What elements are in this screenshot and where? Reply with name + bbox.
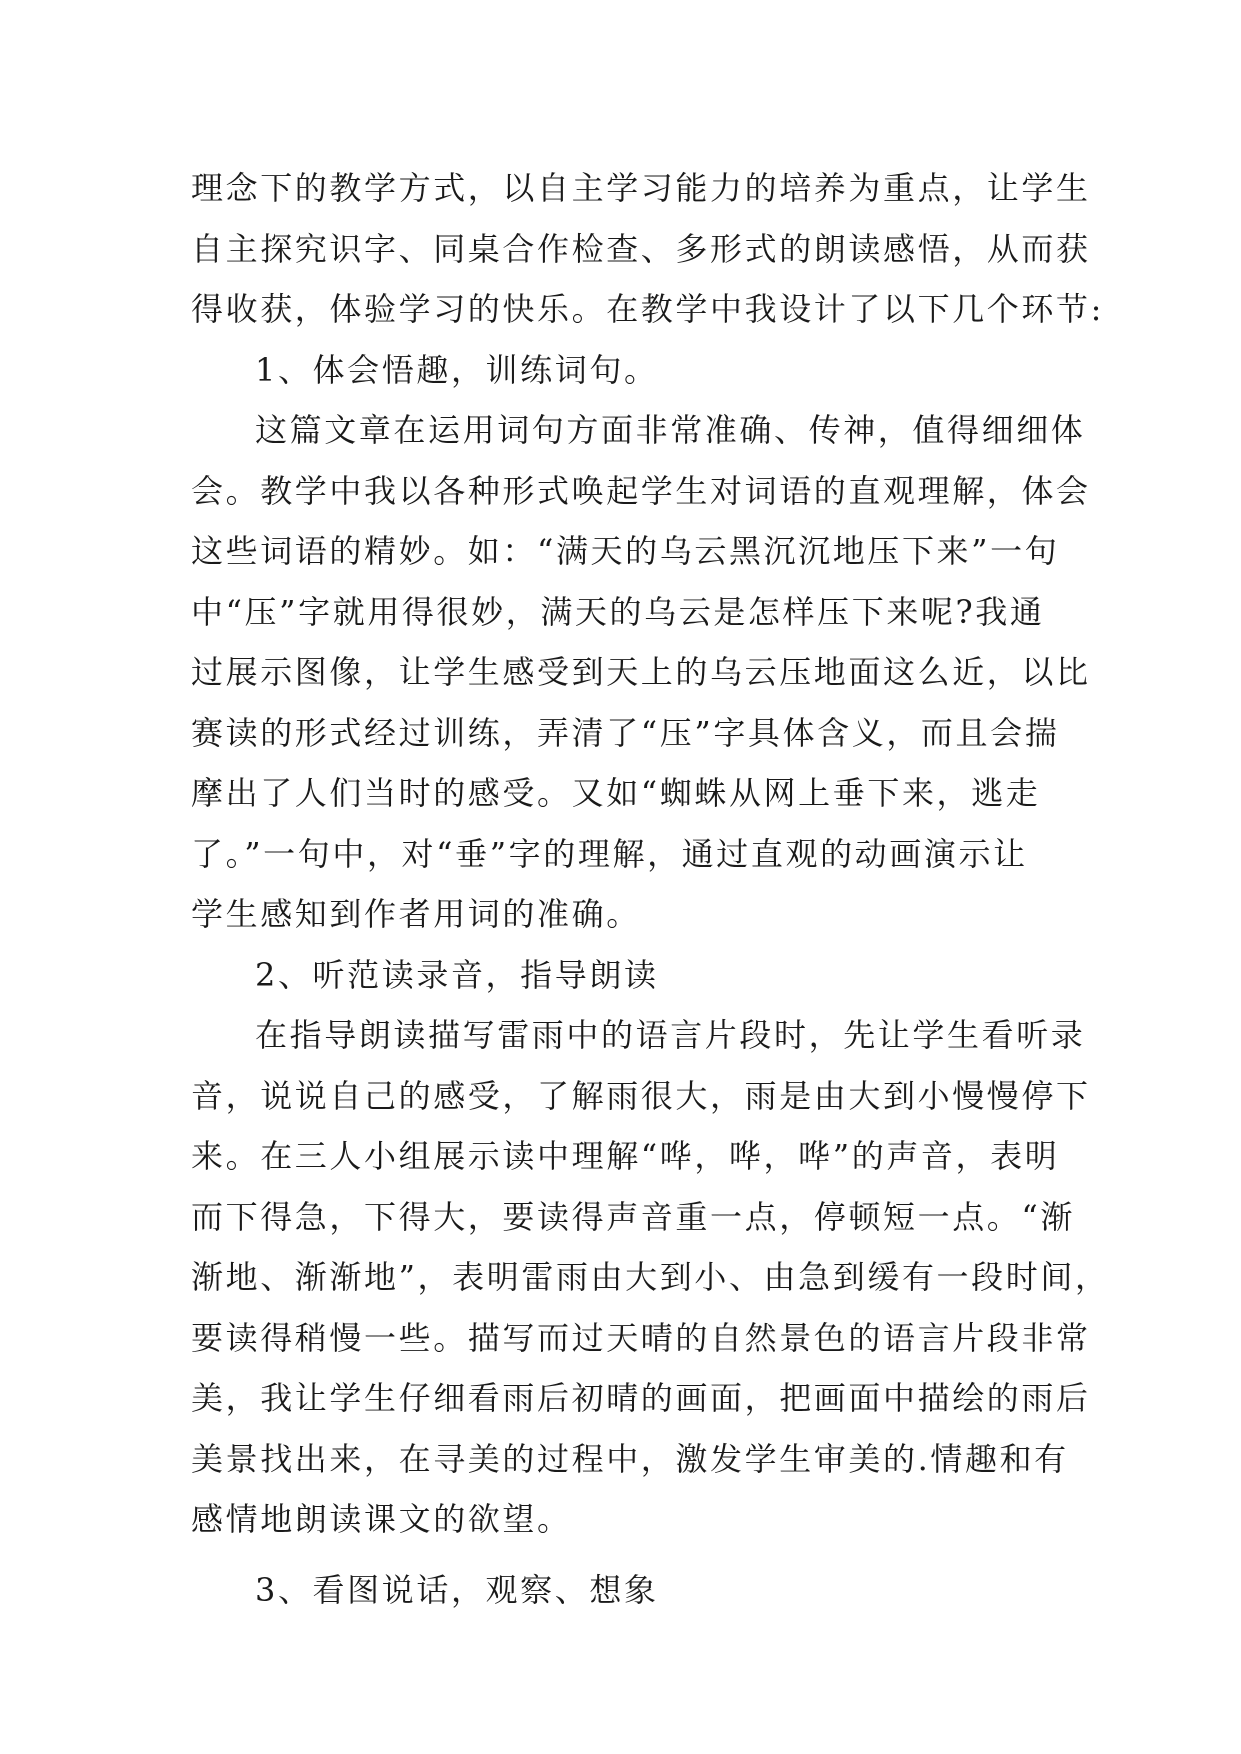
body-line: 了。”一句中，对“垂”字的理解，通过直观的动画演示让: [191, 834, 1028, 873]
section-heading-3: 3、看图说话，观察、想象: [255, 1570, 659, 1609]
body-line: 自主探究识字、同桌合作检查、多形式的朗读感悟，从而获: [191, 229, 1091, 268]
body-line: 理念下的教学方式，以自主学习能力的培养为重点，让学生: [191, 169, 1091, 207]
body-line: 中“压”字就用得很妙，满天的乌云是怎样压下来呢?我通: [191, 592, 1045, 631]
body-line: 学生感知到作者用词的准确。: [191, 895, 641, 933]
body-line: 过展示图像，让学生感受到天上的乌云压地面这么近，以比: [191, 653, 1091, 691]
section-heading-1: 1、体会悟趣，训练词句。: [255, 350, 659, 389]
body-line: 要读得稍慢一些。描写而过天晴的自然景色的语言片段非常: [191, 1318, 1091, 1357]
paragraph-gap: [191, 1550, 1051, 1560]
paragraph-start: 在指导朗读描写雷雨中的语言片段时，先让学生看听录: [255, 1016, 1086, 1054]
body-line: 感情地朗读课文的欲望。: [191, 1500, 572, 1538]
document-body: [191, 158, 1110, 1620]
body-line: 得收获，体验学习的快乐。在教学中我设计了以下几个环节:: [191, 290, 1104, 328]
body-line: 会。教学中我以各种形式唤起学生对词语的直观理解，体会: [191, 471, 1091, 510]
body-line: 渐地、渐渐地”，表明雷雨由大到小、由急到缓有一段时间，: [191, 1258, 1110, 1296]
body-line: 而下得急，下得大，要读得声音重一点，停顿短一点。“渐: [191, 1197, 1075, 1236]
body-line: 美景找出来，在寻美的过程中，激发学生审美的.情趣和有: [191, 1439, 1069, 1478]
section-heading-2: 2、听范读录音，指导朗读: [255, 955, 659, 994]
body-line: 赛读的形式经过训练，弄清了“压”字具体含义，而且会揣: [191, 713, 1060, 752]
body-line: 音，说说自己的感受，了解雨很大，雨是由大到小慢慢停下: [191, 1076, 1091, 1115]
paragraph-start: 这篇文章在运用词句方面非常准确、传神，值得细细体: [255, 411, 1086, 449]
body-line: 美，我让学生仔细看雨后初晴的画面，把画面中描绘的雨后: [191, 1379, 1091, 1417]
body-line: 这些词语的精妙。如：“满天的乌云黑沉沉地压下来”一句: [191, 532, 1060, 570]
body-line: 摩出了人们当时的感受。又如“蜘蛛从网上垂下来，逃走: [191, 774, 1041, 812]
body-line: 来。在三人小组展示读中理解“哗，哗，哗”的声音，表明: [191, 1137, 1060, 1175]
